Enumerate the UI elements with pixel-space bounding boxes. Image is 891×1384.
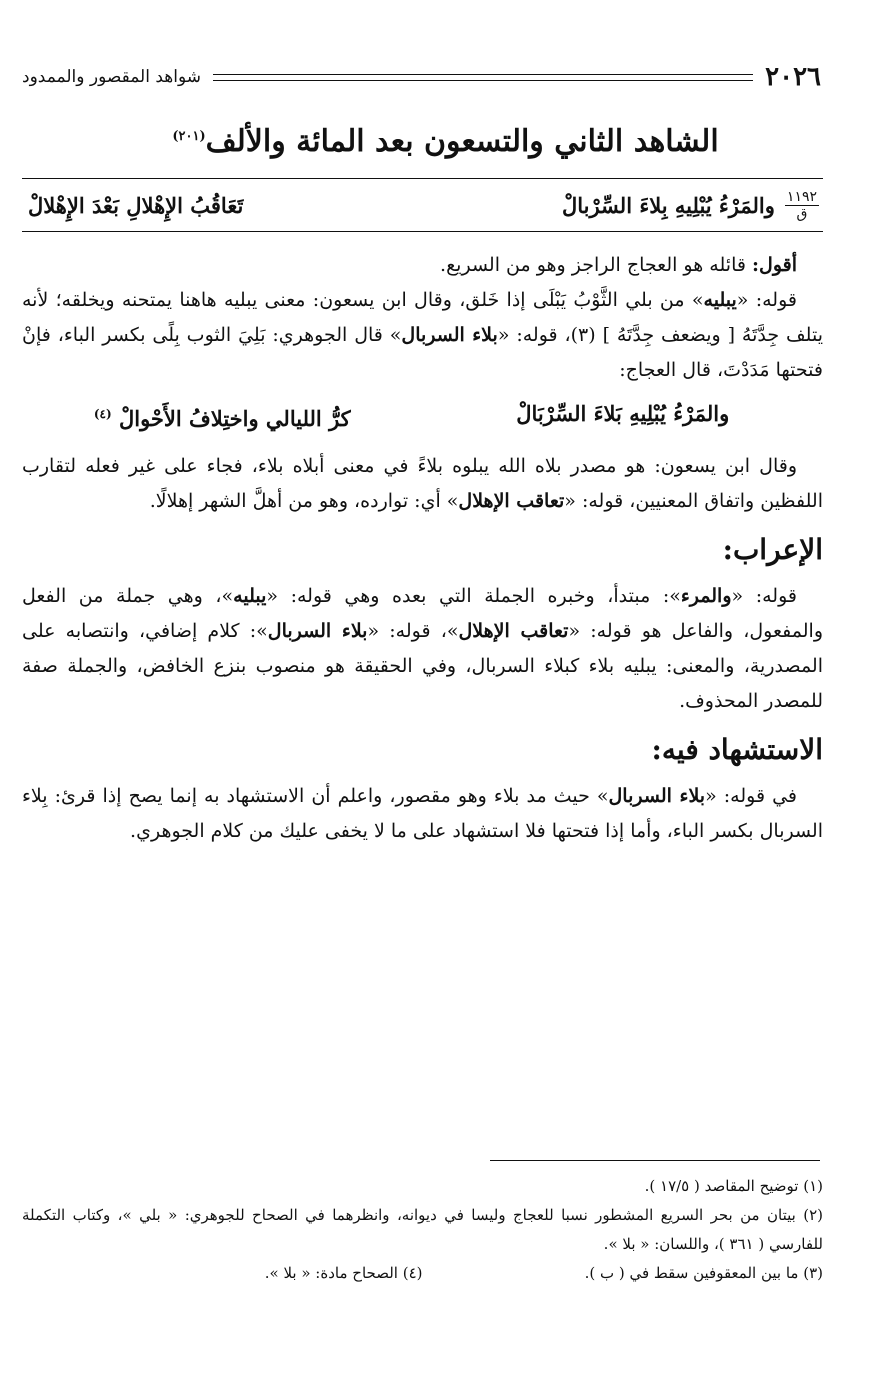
irab-b3: تعاقب الإهلال	[458, 620, 569, 642]
irab-t3: »، وهي جملة من الفعل والمفعول، والفاعل هو قوله: «	[22, 585, 823, 642]
footnote-rule	[490, 1160, 820, 1161]
p2-bold-yublihi: يبليه	[703, 289, 737, 311]
verse-number	[785, 189, 819, 222]
quoted-verse	[22, 392, 823, 441]
irab-t4: »، قوله: «	[367, 620, 459, 642]
main-text	[22, 248, 823, 849]
istishhad-paragraph	[22, 779, 823, 849]
quoted-verse-second-wrap	[22, 392, 423, 441]
footnotes	[22, 1172, 823, 1288]
quoted-verse-note: (٤)	[93, 407, 112, 421]
verse-number-value: ١١٩٢	[786, 188, 817, 205]
paragraph-qawluhu	[22, 283, 823, 388]
p3-bold: تعاقب الإهلال	[458, 490, 565, 512]
irab-b2: يبليه	[233, 585, 267, 607]
section-title	[0, 124, 891, 159]
verse-second-hemistich: تَعَاقُبُ الإِهْلالِ بَعْدَ الإِهْلالْ	[27, 192, 244, 218]
aqul-label: أقول:	[752, 254, 797, 276]
irab-t5: »: كلام إضافي، وانتصابه على المصدرية، والمعنى: يبليه بلاء كبلاء السربال، وفي الحقيقة هو منصوب بنزع الخافض، والجملة صفة للمصدر المحذوف.	[22, 620, 823, 712]
irab-t1: قوله: «	[731, 585, 797, 607]
paragraph-aqul	[22, 248, 823, 283]
footnote-4: (٤) الصحاح مادة: « بلا ».	[264, 1264, 423, 1282]
verse-box	[22, 178, 823, 232]
p2-part-b: » من بلي الثَّوْبُ يَبْلَى إذا خَلق، وقال ابن يسعون: معنى يبليه هاهنا يمتحنه ويخلقه؛ لأنه يتلف جِدَّتَهُ [ ويضعف جِدَّتَهُ ] (٣)، قوله: «	[22, 289, 823, 346]
istishhad-b1: بلاء السربال	[608, 785, 706, 807]
footnote-1: (١) توضيح المقاصد ( ١٧/٥ ).	[644, 1177, 823, 1195]
p2-part-a: قوله: «	[736, 289, 797, 311]
istishhad-heading: الاستشهاد فيه:	[651, 733, 823, 766]
irab-heading: الإعراب:	[722, 533, 823, 566]
quoted-verse-second: كرُّ الليالي واختِلافُ الأَحْوالْ	[118, 406, 351, 431]
page-header	[22, 60, 821, 94]
section-title-footnote-mark: (٢٠١)	[172, 129, 206, 144]
footnote-row-3-4	[22, 1259, 823, 1288]
running-title: شواهد المقصور والممدود	[22, 67, 201, 87]
header-rule	[213, 74, 753, 81]
section-title-text: الشاهد الثاني والتسعون بعد المائة والألف	[205, 124, 719, 159]
p3-part-b: » أي: توارده، وهو من أهلَّ الشهر إهلالًا.	[149, 490, 459, 512]
istishhad-t2: » حيث مد بلاء وهو مقصور، واعلم أن الاستشهاد به إنما يصح إذا قرئ: بِلاء السربال بكسر الباء، وأما إذا فتحتها فلا استشهاد على ما لا يخفى عليك من كلام الجوهري.	[22, 785, 823, 842]
istishhad-t1: في قوله: «	[705, 785, 797, 807]
irab-t2: »: مبتدأ، وخبره الجملة التي بعده وهي قوله: «	[266, 585, 681, 607]
paragraph-ibn-yasun	[22, 449, 823, 519]
irab-b4: بلاء السربال	[267, 620, 368, 642]
irab-b1: والمرء	[680, 585, 732, 607]
aqul-text: قائله هو العجاج الراجز وهو من السريع.	[440, 254, 746, 276]
footnote-2: (٢) بيتان من بحر السريع المشطور نسبا للعجاج وليسا في ديوانه، وانظرهما في الصحاح للجوهري: « بلي »، وكتاب التكملة للفارسي ( ٣٦١ )، واللسان: « بلا ».	[22, 1206, 823, 1253]
page-number: ٢٠٢٦	[765, 62, 821, 92]
p2-bold-bala: بلاء السربال	[401, 324, 498, 346]
footnote-3: (٣) ما بين المعقوفين سقط في ( ب ).	[584, 1264, 823, 1282]
verse-meter: ق	[796, 205, 808, 222]
quoted-verse-first: والمَرْءُ يُبْلِيهِ بَلاءَ السِّرْبَالْ	[516, 401, 730, 426]
verse-first-hemistich: والمَرْءُ يُبْلِيهِ بِلاءَ السِّرْبالْ	[561, 192, 775, 218]
p3-part-a: وقال ابن يسعون: هو مصدر بلاه الله يبلوه بلاءً في معنى أبلاه بلاء، فجاء على غير فعله لتقارب اللفظين واتفاق المعنيين، قوله: «	[22, 455, 823, 512]
irab-paragraph	[22, 579, 823, 719]
p2-part-c: » قال الجوهري: بَلِيَ الثوب بِلًى بكسر الباء، فإنْ فتحتها مَدَدْتَ، قال العجاج:	[22, 324, 823, 381]
